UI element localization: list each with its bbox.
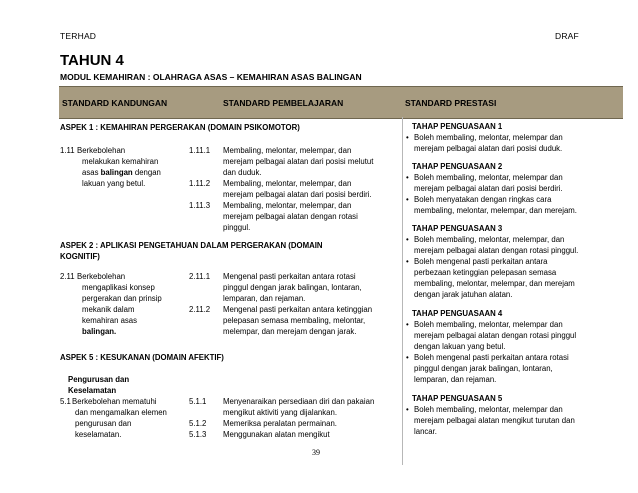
col-standard-pembelajaran: STANDARD PEMBELAJARAN [223, 98, 344, 108]
module-subtitle: MODUL KEMAHIRAN : OLAHRAGA ASAS – KEMAHIRAN ASAS BALINGAN [60, 72, 362, 82]
col-standard-prestasi: STANDARD PRESTASI [405, 98, 497, 108]
column-header-bar [59, 86, 623, 119]
sp-5-1-3: 5.1.3 Menggunakan alatan mengikut [189, 430, 330, 439]
tahap-4: TAHAP PENGUASAAN 4 • Boleh membaling, melontar, melempar dan merejam pelbagai alatan dengan rotasi pinggul dengan lakuan yang betul. • Boleh mengenal pasti perkaitan antara rotasi pinggul dengan jarak balingan, lontaran, lemparan, dan rejaman. [406, 309, 577, 384]
tahap-3: TAHAP PENGUASAAN 3 • Boleh membaling, melontar, melempar, dan merejam pelbagai alatan dengan rotasi pinggul. • Boleh mengenal pasti perkaitan antara perbezaan ketinggian pelepasan semasa membaling, melontar, melempar, dan merejam dengan jarak jatuhan alatan. [406, 224, 579, 299]
header-right: DRAF [555, 31, 579, 41]
sk-5-1-number: 5.1 [60, 397, 71, 406]
sk-1-11-number: 1.11 [60, 146, 75, 155]
sp-1-11-2: 1.11.2 Membaling, melontar, melempar, dan merejam pelbagai alatan dari posisi berdiri. [189, 179, 372, 199]
aspek-1-title: ASPEK 1 : KEMAHIRAN PERGERAKAN (DOMAIN PSIKOMOTOR) [60, 123, 300, 132]
tahap-5: TAHAP PENGUASAAN 5 • Boleh membaling, melontar, melempar dan merejam pelbagai alatan mengikut turutan dan lancar. [406, 394, 575, 436]
sk-1-11-text: Berkebolehan melakukan kemahiran asas balingan dengan lakuan yang betul. [77, 146, 161, 188]
header-left: TERHAD [60, 31, 97, 41]
sk-5-1-text: Berkebolehan mematuhi dan mengamalkan elemen pengurusan dan keselamatan. [72, 397, 167, 439]
sp-2-11-2: 2.11.2 Mengenal pasti perkaitan antara ketinggian pelepasan semasa membaling, melontar, melempar, dan merejam dengan jarak. [189, 305, 373, 336]
sk-5-heading: Pengurusan dan Keselamatan [68, 375, 130, 395]
aspek-5-title: ASPEK 5 : KESUKANAN (DOMAIN AFEKTIF) [60, 353, 224, 362]
page-number: 39 [312, 448, 320, 457]
sp-2-11-1: 2.11.1 Mengenal pasti perkaitan antara rotasi pinggul dengan jarak balingan, lontaran, lemparan, dan rejaman. [189, 272, 362, 303]
tahap-2: TAHAP PENGUASAAN 2 • Boleh membaling, melontar, melempar dan merejam pelbagai alatan dari posisi berdiri. • Boleh menyatakan dengan ringkas cara membaling, melontar, melempar, dan merejam. [406, 162, 577, 215]
sp-5-1-2: 5.1.2 Memeriksa peralatan permainan. [189, 419, 337, 428]
sp-1-11-3: 1.11.3 Membaling, melontar, melempar, dan merejam pelbagai alatan dengan rotasi pinggul. [189, 201, 358, 232]
column-divider [402, 117, 403, 465]
sp-1-11-1: 1.11.1 Membaling, melontar, melempar, dan merejam pelbagai alatan dari posisi melutut dan duduk. [189, 146, 374, 177]
sk-2-11-text: Berkebolehan mengaplikasi konsep pergerakan dan prinsip mekanik dalam kemahiran asas balingan. [77, 272, 162, 336]
col-standard-kandungan: STANDARD KANDUNGAN [62, 98, 168, 108]
page-title: TAHUN 4 [60, 52, 124, 69]
tahap-1: TAHAP PENGUASAAN 1 • Boleh membaling, melontar, melempar dan merejam pelbagai alatan dari posisi duduk. [406, 122, 563, 153]
sp-5-1-1: 5.1.1 Menyenaraikan persediaan diri dan pakaian mengikut aktiviti yang dijalankan. [189, 397, 375, 417]
sk-2-11-number: 2.11 [60, 272, 75, 281]
aspek-2-title: ASPEK 2 : APLIKASI PENGETAHUAN DALAM PERGERAKAN (DOMAIN KOGNITIF) [60, 241, 323, 261]
